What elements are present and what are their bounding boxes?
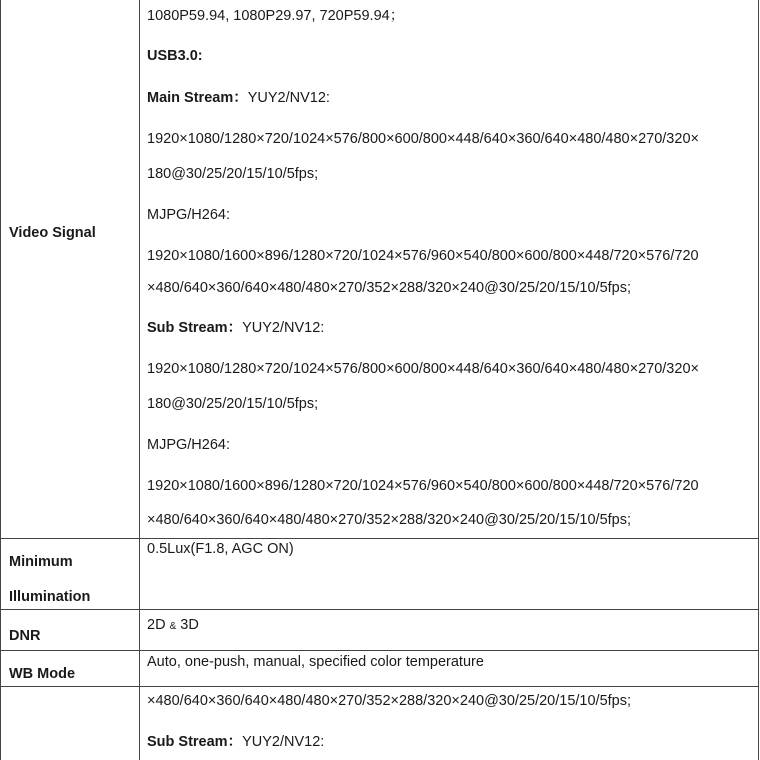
sub-stream-label: Sub Stream： (147, 734, 243, 750)
row-divider (0, 538, 759, 539)
row-label-min-illumination-1: Minimum (9, 554, 73, 570)
main-stream-label: Main Stream： (147, 90, 248, 106)
spec-line (147, 89, 330, 107)
spec-line: 1920×1080/1280×720/1024×576/800×600/800×448/640×360/640×480/480×270/320× (147, 131, 699, 147)
spec-line: 180@30/25/20/15/10/5fps; (147, 396, 319, 412)
row-label-wb-mode: WB Mode (9, 666, 76, 682)
row-label-min-illumination-2: Illumination (9, 589, 91, 605)
sub-stream-format: YUY2/NV12: (242, 320, 325, 336)
wb-mode-value: Auto, one-push, manual, specified color temperature (147, 654, 484, 670)
row-divider (0, 650, 759, 651)
spec-line (147, 319, 324, 337)
min-illumination-value: 0.5Lux(F1.8, AGC ON) (147, 541, 294, 557)
spec-line: ×480/640×360/640×480/480×270/352×288/320×240@30/25/20/15/10/5fps; (147, 280, 632, 296)
spec-line: 1920×1080/1280×720/1024×576/800×600/800×448/640×360/640×480/480×270/320× (147, 361, 699, 377)
row-label-video-signal: Video Signal (9, 225, 96, 241)
spec-heading: USB3.0: (147, 48, 203, 64)
spec-line: 1920×1080/1600×896/1280×720/1024×576/960×540/800×600/800×448/720×576/720 (147, 248, 699, 264)
spec-line: MJPG/H264: (147, 437, 230, 453)
spec-line: 1080P59.94, 1080P29.97, 720P59.94； (147, 8, 405, 24)
row-divider (0, 609, 759, 610)
sub-stream-label: Sub Stream： (147, 320, 243, 336)
sub-stream-format: YUY2/NV12: (242, 734, 325, 750)
spec-line: 180@30/25/20/15/10/5fps; (147, 166, 319, 182)
spec-line: 1920×1080/1600×896/1280×720/1024×576/960×540/800×600/800×448/720×576/720 (147, 478, 699, 494)
table-border-left (0, 0, 1, 760)
dnr-ampersand: & (169, 621, 177, 632)
spec-line: ×480/640×360/640×480/480×270/352×288/320×240@30/25/20/15/10/5fps; (147, 512, 632, 528)
spec-line (147, 733, 324, 751)
table-column-divider (139, 0, 140, 760)
spec-line: MJPG/H264: (147, 207, 230, 223)
table-border-right (758, 0, 759, 760)
dnr-2d: 2D (147, 617, 166, 633)
dnr-value (147, 616, 199, 636)
main-stream-format: YUY2/NV12: (247, 90, 330, 106)
dnr-3d: 3D (180, 617, 199, 633)
spec-line: ×480/640×360/640×480/480×270/352×288/320×240@30/25/20/15/10/5fps; (147, 693, 632, 709)
row-label-dnr: DNR (9, 628, 41, 644)
row-divider (0, 686, 759, 687)
